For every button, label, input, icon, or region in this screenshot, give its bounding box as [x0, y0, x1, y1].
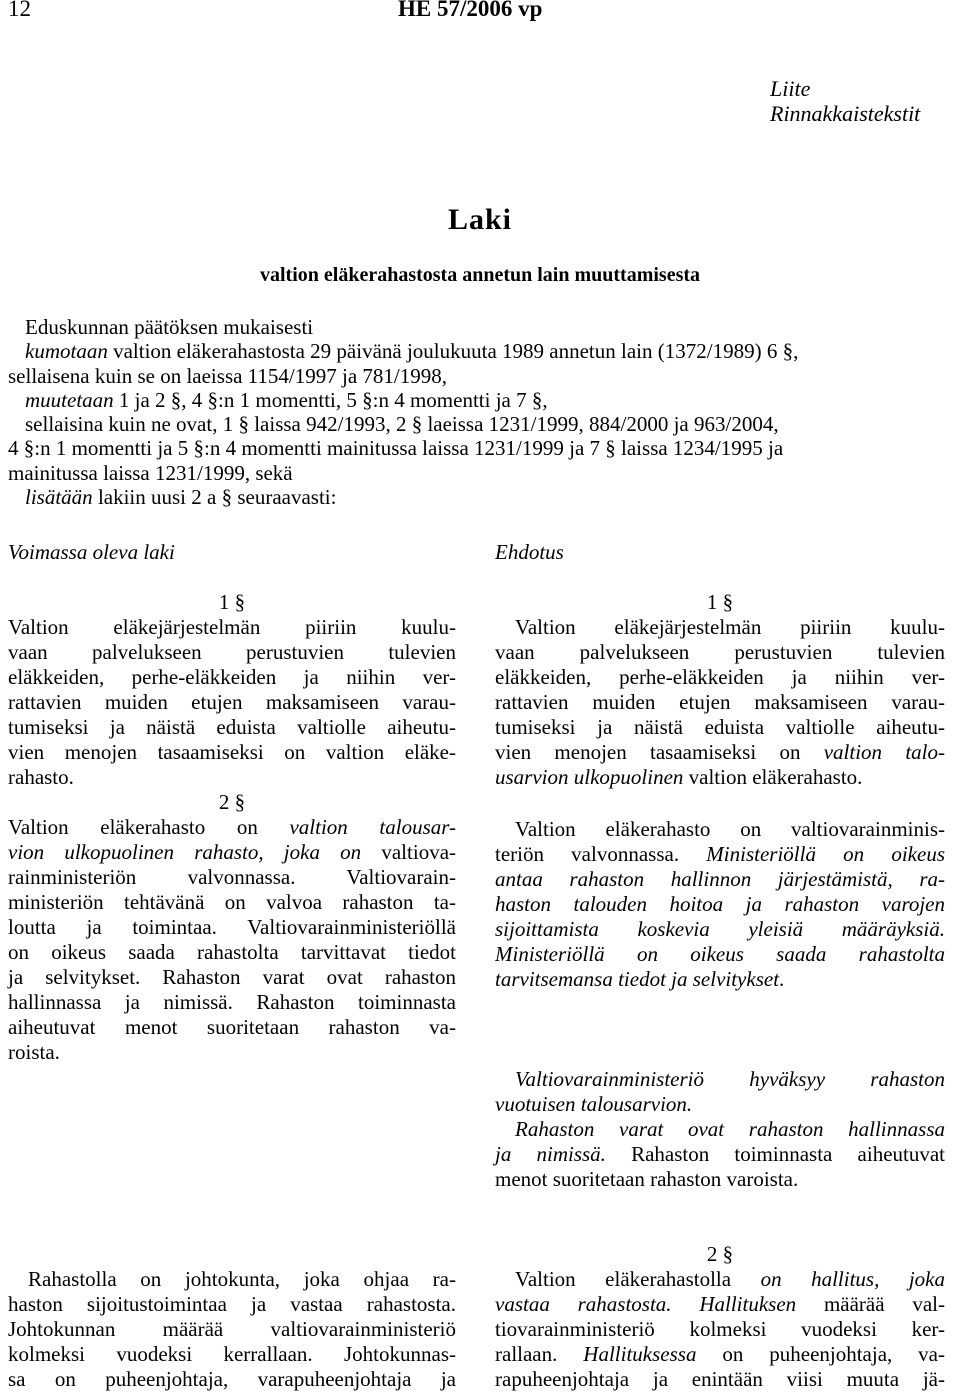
- text-line: [495, 1142, 945, 1167]
- text-line: tumiseksi ja näistä eduista valtiolle aiheutu-: [8, 715, 456, 739]
- italic-fragment: tarvitsemansa tiedot ja selvitykset: [495, 967, 780, 991]
- text-fragment: .: [779, 967, 785, 991]
- intro-line-2-text: valtion eläkerahastosta 29 päivänä joulukuuta 1989 annetun lain (1372/1989) 6 §,: [107, 339, 799, 364]
- text-line: [495, 765, 945, 790]
- intro-line-8: [8, 485, 958, 509]
- text-line: antaa rahaston hallinnon järjestämistä, ra-: [495, 867, 945, 891]
- section-2-heading: 2 §: [218, 790, 246, 814]
- text-line: vien menojen tasaamiseksi on valtion eläke-: [8, 740, 456, 764]
- text-line: rainministeriön valvonnassa. Valtiovarain-: [8, 865, 456, 889]
- document-id: HE 57/2006 vp: [398, 0, 543, 21]
- page-number: 12: [8, 0, 31, 21]
- italic-fragment: valtion talousar-: [289, 815, 456, 839]
- text-line: aiheutuvat menot suoritetaan rahaston va-: [8, 1015, 456, 1039]
- text-line: tumiseksi ja näistä eduista valtiolle aiheutu-: [495, 715, 945, 739]
- text-line: vaan palvelukseen perustuvien tulevien: [8, 640, 456, 664]
- text-line: Valtiovarainministeriö hyväksyy rahaston: [515, 1067, 945, 1091]
- text-line: [495, 967, 945, 992]
- italic-fragment: ja nimissä.: [495, 1142, 606, 1166]
- section-1-heading: 1 §: [218, 590, 246, 614]
- text-line: [495, 842, 945, 867]
- text-fragment: rallaan.: [495, 1342, 584, 1366]
- intro-line-4-text: 1 ja 2 §, 4 §:n 1 momentti, 5 §:n 4 momentti ja 7 §,: [113, 387, 548, 412]
- text-line: ministeriön tehtävänä on valvoa rahaston ta-: [8, 890, 456, 914]
- annex-line-2: Rinnakkaistekstit: [770, 101, 921, 126]
- annex-label: [770, 76, 920, 126]
- text-fragment: Valtion eläkerahastolla: [515, 1267, 761, 1291]
- text-fragment: määrää val-: [796, 1292, 945, 1316]
- text-fragment: valtiova-: [361, 840, 457, 864]
- intro-line-1: Eduskunnan päätöksen mukaisesti: [25, 315, 314, 339]
- intro-line-7: mainitussa laissa 1231/1999, sekä: [8, 460, 293, 485]
- text-line: eläkkeiden, perhe-eläkkeiden ja niihin ver-: [495, 665, 945, 689]
- text-line: vaan palvelukseen perustuvien tulevien: [495, 640, 945, 664]
- text-line: rahasto.: [8, 765, 74, 789]
- proposal-board-paragraph: [495, 1242, 945, 1392]
- column-head-current: Voimassa oleva laki: [8, 540, 175, 564]
- text-line: [495, 740, 945, 765]
- text-line: rapuheenjohtaja ja enintään viisi muuta jä-: [495, 1367, 945, 1391]
- text-line: eläkkeiden, perhe-eläkkeiden ja niihin ver-: [8, 665, 456, 689]
- italic-fragment: Ministeriöllä on oikeus: [706, 842, 945, 866]
- text-fragment: valtion eläkerahasto.: [683, 765, 863, 789]
- law-title: Laki: [447, 203, 513, 236]
- italic-fragment: usarvion ulkopuolinen: [495, 765, 684, 789]
- text-line: loutta ja toimintaa. Valtiovarainministeriöllä: [8, 915, 456, 939]
- text-fragment: vien menojen tasaamiseksi on: [495, 740, 824, 764]
- text-line: [8, 815, 456, 840]
- proposal-column: [495, 590, 945, 790]
- intro-line-6: 4 §:n 1 momentti ja 5 §:n 4 momentti mainitussa laissa 1231/1999 ja 7 § laissa 1234/1995 ja: [8, 436, 784, 461]
- text-line: Rahastolla on johtokunta, joka ohjaa ra-: [28, 1267, 456, 1291]
- annex-line-1: Liite: [770, 76, 811, 101]
- text-line: Ministeriöllä on oikeus saada rahastolta: [495, 942, 945, 966]
- intro-line-4: [8, 388, 958, 412]
- text-line: ja selvitykset. Rahaston varat ovat rahaston: [8, 965, 456, 989]
- column-head-proposal: Ehdotus: [495, 540, 564, 564]
- text-line: roista.: [8, 1040, 60, 1064]
- keyword-amend: muutetaan: [25, 387, 114, 412]
- text-line: sijoittamista koskevia yleisiä määräyksiä.: [495, 917, 945, 941]
- text-line: Valtion eläkejärjestelmän piiriin kuulu-: [515, 615, 945, 639]
- intro-line-2: [8, 339, 958, 363]
- text-line: on oikeus saada rahastolta tarvittavat tiedot: [8, 940, 456, 964]
- text-line: Valtion eläkerahasto on valtiovarainminis-: [515, 817, 945, 841]
- intro-line-8-text: lakiin uusi 2 a § seuraavasti:: [92, 485, 337, 510]
- intro-line-5: sellaisina kuin ne ovat, 1 § laissa 942/1993, 2 § laeissa 1231/1999, 884/2000 ja 963/2004,: [25, 412, 779, 437]
- section-2-heading: 2 §: [706, 1242, 734, 1266]
- current-law-column: [8, 590, 456, 1065]
- current-law-board-paragraph: [8, 1267, 456, 1392]
- text-fragment: on puheenjohtaja, va-: [696, 1342, 945, 1366]
- text-line: rattavien muiden etujen maksamiseen varau-: [8, 690, 456, 714]
- text-line: [8, 840, 456, 865]
- italic-fragment: on hallitus, joka: [760, 1267, 946, 1291]
- keyword-add: lisätään: [25, 485, 93, 510]
- text-line: sa on puheenjohtaja, varapuheenjohtaja ja: [8, 1367, 456, 1391]
- enacting-clause: [8, 315, 958, 509]
- text-line: haston sijoitustoimintaa ja vastaa rahastosta.: [8, 1292, 456, 1316]
- text-line: tiovarainministeriö kolmeksi vuodeksi ker-: [495, 1317, 945, 1341]
- text-fragment: Rahaston toiminnasta aiheutuvat: [605, 1142, 945, 1166]
- law-subtitle: valtion eläkerahastosta annetun lain muuttamisesta: [259, 264, 701, 286]
- text-line: [495, 1292, 945, 1317]
- italic-fragment: vion ulkopuolinen rahasto, joka on: [8, 840, 362, 864]
- proposal-budget-paragraph: [495, 1067, 945, 1192]
- text-line: kolmeksi vuodeksi kerrallaan. Johtokunnas-: [8, 1342, 456, 1366]
- text-line: Johtokunnan määrää valtiovarainministeriö: [8, 1317, 456, 1341]
- italic-fragment: valtion talo-: [823, 740, 945, 764]
- text-fragment: teriön valvonnassa.: [495, 842, 707, 866]
- italic-fragment: vastaa rahastosta. Hallituksen: [495, 1292, 797, 1316]
- text-line: haston talouden hoitoa ja rahaston varojen: [495, 892, 945, 916]
- intro-line-3: sellaisena kuin se on laeissa 1154/1997 ja 781/1998,: [8, 363, 447, 388]
- text-fragment: Valtion eläkerahasto on: [8, 815, 290, 839]
- text-line: [495, 1342, 945, 1367]
- text-line: vuotuisen talousarvion.: [495, 1092, 693, 1116]
- text-line: menot suoritetaan rahaston varoista.: [495, 1167, 799, 1191]
- italic-fragment: Hallituksessa: [583, 1342, 697, 1366]
- text-line: [495, 1267, 945, 1292]
- text-line: Valtion eläkejärjestelmän piiriin kuulu-: [8, 615, 456, 639]
- proposal-section-2-text: [495, 817, 945, 992]
- section-1-heading: 1 §: [706, 590, 734, 614]
- keyword-repeal: kumotaan: [25, 339, 108, 364]
- text-line: hallinnassa ja nimissä. Rahaston toiminnasta: [8, 990, 456, 1014]
- text-line: rattavien muiden etujen maksamiseen varau-: [495, 690, 945, 714]
- text-line: Rahaston varat ovat rahaston hallinnassa: [515, 1117, 945, 1141]
